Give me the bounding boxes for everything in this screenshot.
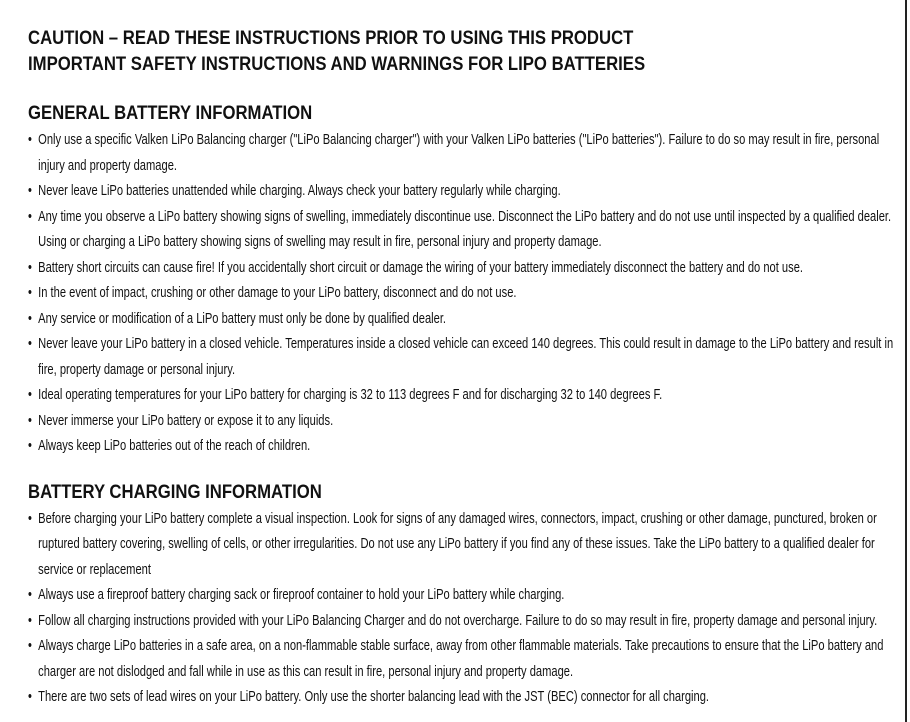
battery-charging-list [28, 507, 886, 711]
list-item-text: Always keep LiPo batteries out of the reach of children. [38, 438, 311, 454]
page-border [905, 0, 907, 722]
list-item [28, 609, 896, 635]
caution-title [28, 26, 886, 78]
bullet-icon: • [28, 587, 32, 603]
list-item-text: Ideal operating temperatures for your LiPo battery for charging is 32 to 113 degrees F and for discharging 32 to 140 degrees F. [38, 387, 663, 403]
list-item-text: Never leave LiPo batteries unattended while charging. Always check your battery regularly while charging. [38, 183, 561, 199]
list-item [28, 383, 896, 409]
list-item-text: Never leave your LiPo battery in a closed vehicle. Temperatures inside a closed vehicle can exceed 140 degrees. This could result in damage to the LiPo battery and result in fire, property damage or personal injury. [38, 336, 894, 378]
bullet-icon: • [28, 689, 32, 705]
bullet-icon: • [28, 259, 32, 276]
list-item-text: In the event of impact, crushing or other damage to your LiPo battery, disconnect and do not use. [38, 285, 517, 301]
list-item [28, 179, 896, 205]
battery-charging-section [28, 481, 886, 711]
list-item [28, 409, 896, 435]
list-item-text: Only use a specific Valken LiPo Balancing charger ("LiPo Balancing charger") with your Valken LiPo batteries ("LiPo batteries"). Failure to do so may result in fire, personal injury and property damage. [38, 132, 880, 174]
bullet-icon: • [28, 132, 32, 148]
list-item [28, 434, 896, 460]
bullet-icon: • [28, 438, 32, 454]
bullet-icon: • [28, 612, 32, 629]
list-item [28, 256, 896, 282]
title-line: IMPORTANT SAFETY INSTRUCTIONS AND WARNINGS FOR LIPO BATTERIES [28, 54, 646, 75]
list-item [28, 685, 896, 711]
list-item-text: Follow all charging instructions provided with your LiPo Balancing Charger and do not overcharge. Failure to do so may result in fire, property damage and personal injury. [38, 612, 878, 629]
section-heading: GENERAL BATTERY INFORMATION [28, 103, 313, 124]
bullet-icon: • [28, 183, 32, 199]
list-item [28, 205, 896, 256]
list-item [28, 332, 896, 383]
bullet-icon: • [28, 336, 32, 352]
bullet-icon: • [28, 208, 32, 225]
list-item-text: Always charge LiPo batteries in a safe area, on a non-flammable stable surface, away from other flammable materials. Take precautions to ensure that the LiPo battery and charger are not dislodged and fall while in use as this can result in fire, personal injury and property damage. [38, 638, 884, 680]
instruction-sheet [28, 26, 894, 711]
title-line: CAUTION – READ THESE INSTRUCTIONS PRIOR TO USING THIS PRODUCT [28, 28, 634, 49]
list-item [28, 307, 896, 333]
list-item-text: There are two sets of lead wires on your LiPo battery. Only use the shorter balancing lead with the JST (BEC) connector for all charging. [38, 689, 710, 705]
bullet-icon: • [28, 310, 32, 327]
list-item-text: Any time you observe a LiPo battery showing signs of swelling, immediately discontinue use. Disconnect the LiPo battery and do not use until inspected by a qualified dealer. Using or charging a LiPo battery showing signs of swelling may result in fire, personal injury and property damage. [38, 208, 892, 250]
bullet-icon: • [28, 638, 32, 654]
list-item [28, 507, 896, 584]
list-item [28, 128, 896, 179]
list-item [28, 634, 896, 685]
bullet-icon: • [28, 285, 32, 301]
list-item-text: Never immerse your LiPo battery or expose it to any liquids. [38, 412, 334, 429]
bullet-icon: • [28, 510, 32, 527]
general-battery-section [28, 102, 894, 460]
list-item-text: Before charging your LiPo battery complete a visual inspection. Look for signs of any damaged wires, connectors, impact, crushing or other damage, punctured, broken or ruptured battery covering, swelling of cells, or other irregularities. Do not use any LiPo battery if you find any of these issues. Take the LiPo battery to a qualified dealer for service or replacement [38, 510, 877, 578]
bullet-icon: • [28, 412, 32, 429]
list-item-text: Battery short circuits can cause fire! If you accidentally short circuit or damage the wiring of your battery immediately disconnect the battery and do not use. [38, 259, 804, 276]
section-heading: BATTERY CHARGING INFORMATION [28, 481, 322, 503]
list-item-text: Always use a fireproof battery charging sack or fireproof container to hold your LiPo battery while charging. [38, 587, 565, 603]
bullet-icon: • [28, 387, 32, 403]
list-item [28, 281, 896, 307]
general-battery-list [28, 128, 894, 460]
list-item-text: Any service or modification of a LiPo battery must only be done by qualified dealer. [38, 310, 447, 327]
list-item [28, 583, 896, 609]
